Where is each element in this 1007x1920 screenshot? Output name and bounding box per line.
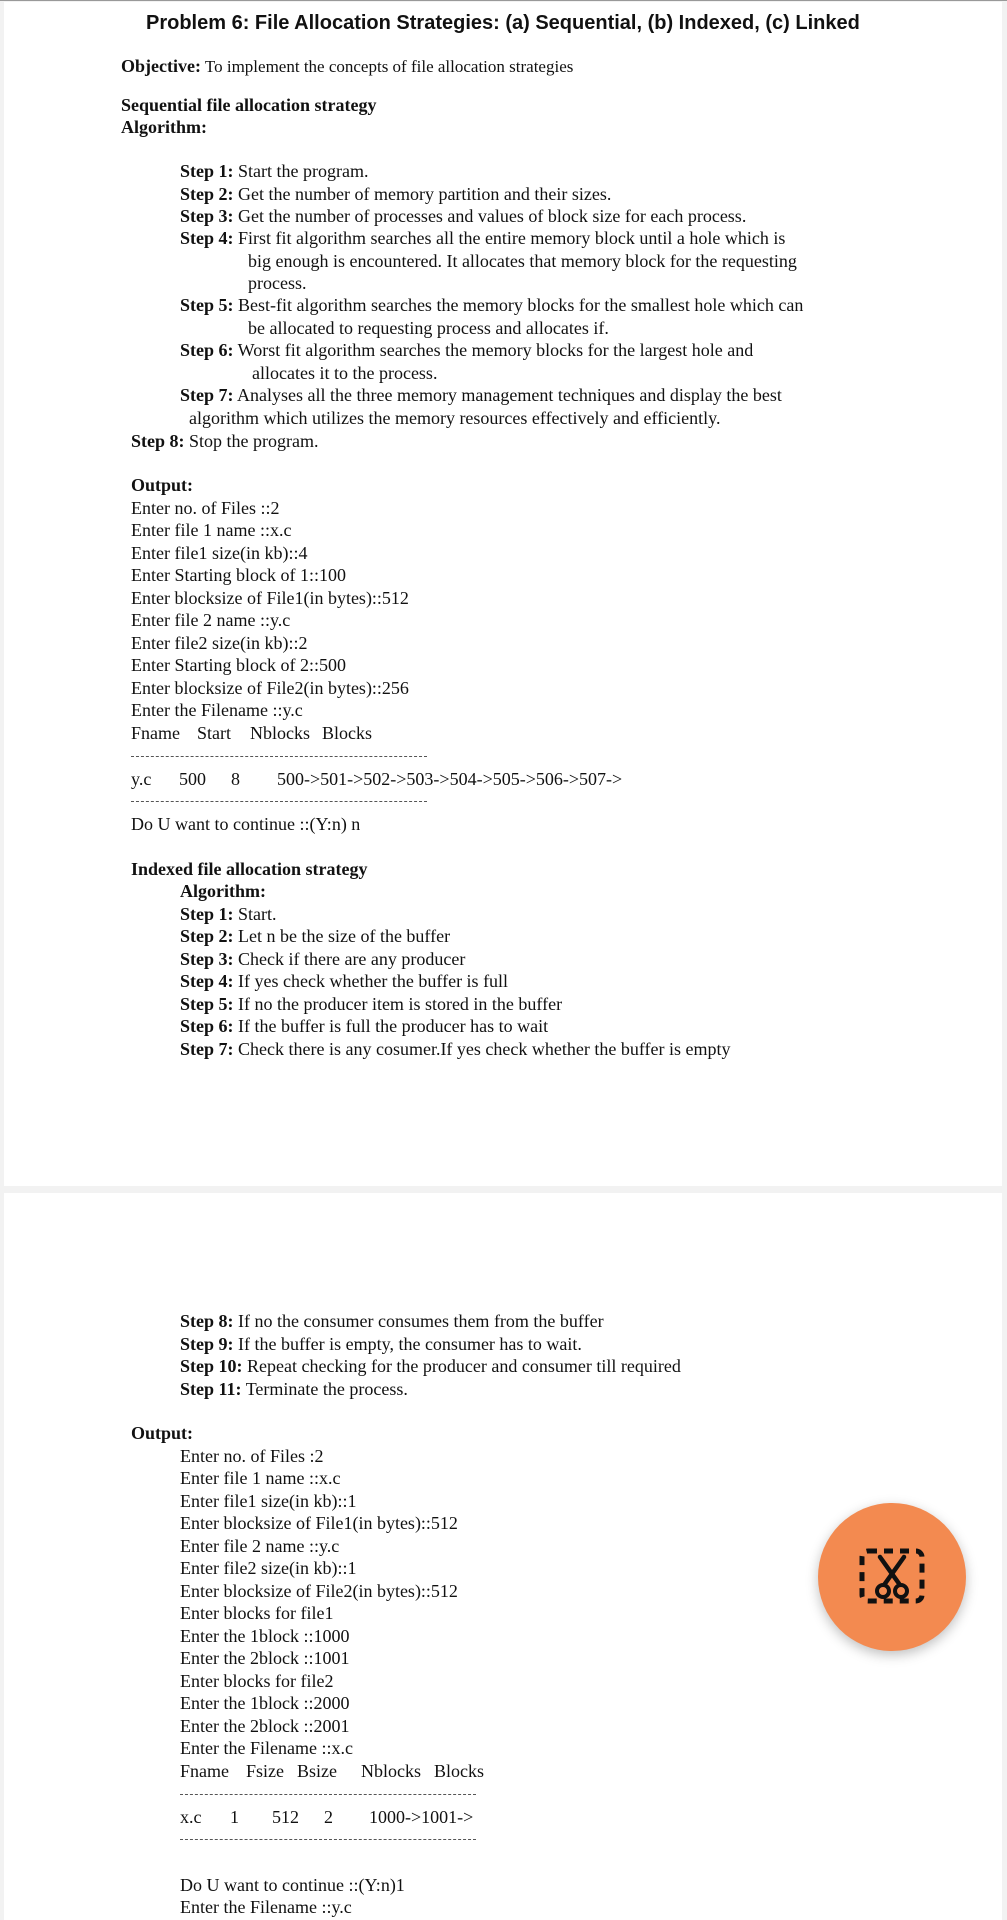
idx-step-1: Step 1: Start. bbox=[180, 904, 277, 924]
screenshot-scissors-icon bbox=[856, 1541, 928, 1613]
sequential-heading: Sequential file allocation strategy bbox=[121, 95, 377, 115]
idx-output-line: Enter the 1block ::2000 bbox=[180, 1693, 350, 1713]
idx-output-line: Enter the 2block ::2001 bbox=[180, 1716, 350, 1736]
seq-table-header-blocks: Blocks bbox=[322, 723, 373, 743]
idx-step-2: Step 2: Let n be the size of the buffer bbox=[180, 926, 451, 946]
idx-step-7: Step 7: Check there is any cosumer.If yes check whether the buffer is empty bbox=[180, 1039, 731, 1059]
idx-table-cell-nblocks: 2 bbox=[324, 1807, 333, 1827]
seq-table-cell-nblocks: 8 bbox=[231, 769, 240, 789]
seq-step-7-cont-1: algorithm which utilizes the memory resources effectively and efficiently. bbox=[189, 408, 721, 428]
idx-table-rule-top bbox=[180, 1794, 476, 1795]
idx-step-5: Step 5: If no the producer item is stored in the buffer bbox=[180, 994, 563, 1014]
idx-output-line: Enter the 1block ::1000 bbox=[180, 1626, 350, 1646]
idx-table-cell-blocks: 1000->1001-> bbox=[369, 1807, 474, 1827]
indexed-heading: Indexed file allocation strategy bbox=[131, 859, 368, 879]
indexed-algorithm-label: Algorithm: bbox=[180, 881, 266, 901]
objective-label: Objective: bbox=[121, 56, 201, 76]
idx-output-line: Enter blocksize of File1(in bytes)::512 bbox=[180, 1513, 458, 1533]
idx-output-line: Enter file 2 name ::y.c bbox=[180, 1536, 340, 1556]
idx-table-rule-bottom bbox=[180, 1839, 476, 1840]
idx-last-line: Enter the Filename ::y.c bbox=[180, 1897, 352, 1917]
seq-table-cell-blocks: 500->501->502->503->504->505->506->507-> bbox=[277, 769, 623, 789]
idx-table-header-fsize: Fsize bbox=[246, 1761, 284, 1781]
idx-table-header-nblocks: Nblocks bbox=[361, 1761, 421, 1781]
seq-step-4: Step 4: First fit algorithm searches all the entire memory block until a hole which is bbox=[180, 228, 786, 248]
objective-text: To implement the concepts of file allocation strategies bbox=[200, 57, 574, 76]
idx-table-cell-bsize: 512 bbox=[272, 1807, 299, 1827]
page-title: Problem 6: File Allocation Strategies: (a) Sequential, (b) Indexed, (c) Linked bbox=[146, 12, 860, 34]
seq-step-6: Step 6: Worst fit algorithm searches the memory blocks for the largest hole and bbox=[180, 340, 754, 360]
seq-table-header-nblocks: Nblocks bbox=[250, 723, 310, 743]
seq-step-2: Step 2: Get the number of memory partition and their sizes. bbox=[180, 184, 612, 204]
idx-table-header-bsize: Bsize bbox=[297, 1761, 337, 1781]
idx-output-label: Output: bbox=[131, 1423, 194, 1443]
seq-table-cell-start: 500 bbox=[179, 769, 206, 789]
idx-output-line: Enter blocksize of File2(in bytes)::512 bbox=[180, 1581, 458, 1601]
idx-output-line: Enter no. of Files :2 bbox=[180, 1446, 324, 1466]
seq-step-8: Step 8: Stop the program. bbox=[131, 431, 319, 451]
idx-table-header-blocks: Blocks bbox=[434, 1761, 485, 1781]
seq-output-line: Enter file 2 name ::y.c bbox=[131, 610, 291, 630]
document-page-1 bbox=[4, 2, 1002, 1186]
seq-step-5: Step 5: Best-fit algorithm searches the memory blocks for the smallest hole which can bbox=[180, 295, 804, 315]
seq-table-header-fname: Fname bbox=[131, 723, 180, 743]
idx-step-9: Step 9: If the buffer is empty, the consumer has to wait. bbox=[180, 1334, 582, 1354]
idx-output-line: Enter file2 size(in kb)::1 bbox=[180, 1558, 357, 1578]
screenshot-fab-button[interactable] bbox=[818, 1503, 966, 1651]
idx-table-cell-fname: x.c bbox=[180, 1807, 202, 1827]
seq-output-line: Enter Starting block of 2::500 bbox=[131, 655, 346, 675]
sequential-algorithm-label: Algorithm: bbox=[121, 117, 207, 137]
idx-table-cell-fsize: 1 bbox=[230, 1807, 239, 1827]
seq-output-line: Enter blocksize of File1(in bytes)::512 bbox=[131, 588, 409, 608]
seq-step-5-cont-1: be allocated to requesting process and allocates if. bbox=[248, 318, 609, 338]
idx-table-header-fname: Fname bbox=[180, 1761, 229, 1781]
seq-output-line: Enter no. of Files ::2 bbox=[131, 498, 280, 518]
seq-step-7: Step 7: Analyses all the three memory management techniques and display the best bbox=[180, 385, 782, 405]
idx-output-line: Enter file 1 name ::x.c bbox=[180, 1468, 341, 1488]
seq-table-rule-bottom bbox=[131, 801, 427, 802]
seq-output-line: Enter the Filename ::y.c bbox=[131, 700, 303, 720]
idx-step-6: Step 6: If the buffer is full the producer has to wait bbox=[180, 1016, 549, 1036]
seq-output-line: Enter Starting block of 1::100 bbox=[131, 565, 346, 585]
seq-step-4-cont-2: process. bbox=[248, 273, 307, 293]
seq-step-1: Step 1: Start the program. bbox=[180, 161, 369, 181]
idx-step-11: Step 11: Terminate the process. bbox=[180, 1379, 408, 1399]
top-border bbox=[0, 0, 1007, 1]
idx-step-4: Step 4: If yes check whether the buffer is full bbox=[180, 971, 509, 991]
seq-output-line: Enter file1 size(in kb)::4 bbox=[131, 543, 308, 563]
idx-output-line: Enter the Filename ::x.c bbox=[180, 1738, 353, 1758]
objective bbox=[121, 55, 573, 78]
seq-continue-prompt: Do U want to continue ::(Y:n) n bbox=[131, 814, 361, 834]
idx-step-10: Step 10: Repeat checking for the producer and consumer till required bbox=[180, 1356, 681, 1376]
idx-step-3: Step 3: Check if there are any producer bbox=[180, 949, 466, 969]
seq-step-3: Step 3: Get the number of processes and values of block size for each process. bbox=[180, 206, 747, 226]
seq-output-line: Enter file2 size(in kb)::2 bbox=[131, 633, 308, 653]
seq-step-6-cont-1: allocates it to the process. bbox=[252, 363, 438, 383]
seq-output-label: Output: bbox=[131, 475, 194, 495]
seq-table-header-start: Start bbox=[197, 723, 231, 743]
seq-step-4-cont-1: big enough is encountered. It allocates that memory block for the requesting bbox=[248, 251, 797, 271]
idx-output-line: Enter the 2block ::1001 bbox=[180, 1648, 350, 1668]
idx-output-line: Enter blocks for file1 bbox=[180, 1603, 334, 1623]
idx-continue-prompt: Do U want to continue ::(Y:n)1 bbox=[180, 1875, 405, 1895]
seq-table-rule-top bbox=[131, 756, 427, 757]
seq-table-cell-fname: y.c bbox=[131, 769, 152, 789]
idx-step-8: Step 8: If no the consumer consumes them from the buffer bbox=[180, 1311, 604, 1331]
idx-output-line: Enter blocks for file2 bbox=[180, 1671, 334, 1691]
seq-output-line: Enter blocksize of File2(in bytes)::256 bbox=[131, 678, 409, 698]
idx-output-line: Enter file1 size(in kb)::1 bbox=[180, 1491, 357, 1511]
seq-output-line: Enter file 1 name ::x.c bbox=[131, 520, 292, 540]
